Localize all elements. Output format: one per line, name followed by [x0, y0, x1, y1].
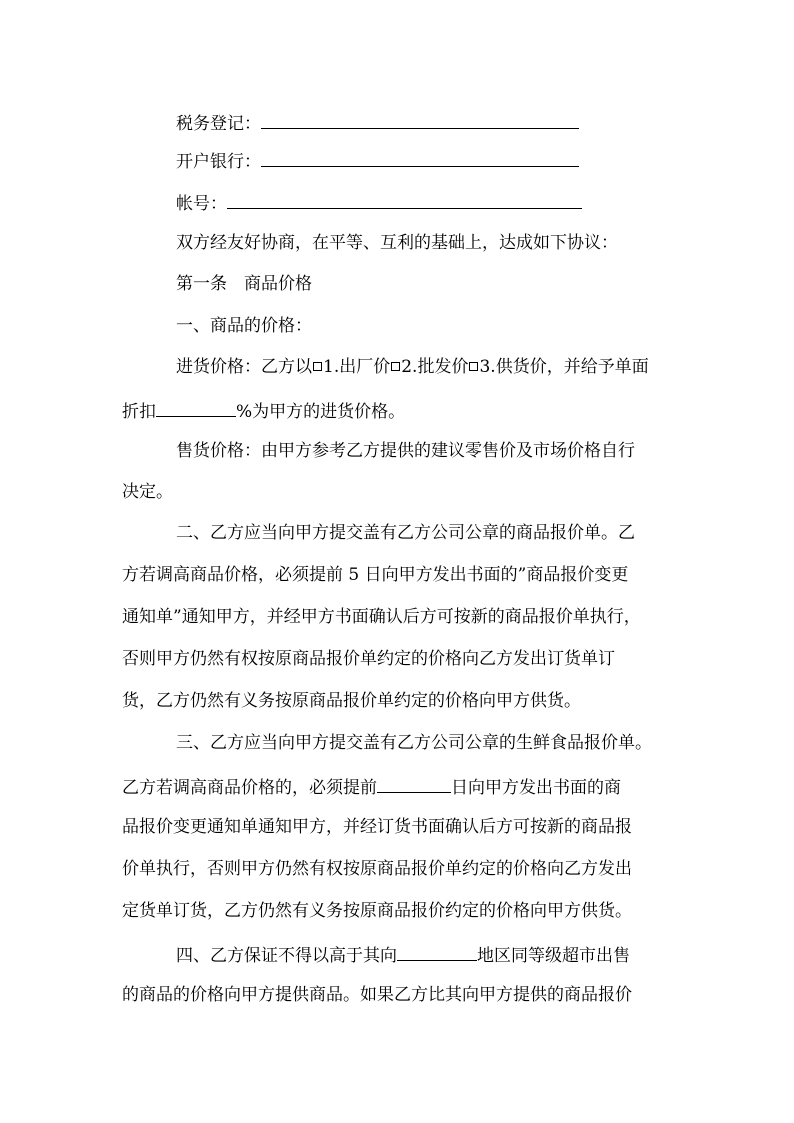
- clause-3-line-1: 三、乙方应当向甲方提交盖有乙方公司公章的生鲜食品报价单。: [176, 733, 652, 753]
- clause-3-line-4: 价单执行，否则甲方仍然有权按原商品报价单约定的价格向乙方发出: [122, 859, 632, 879]
- sale-price-line-2: 决定。: [122, 482, 173, 502]
- clause-2-line-1: 二、乙方应当向甲方提交盖有乙方公司公章的商品报价单。乙: [176, 523, 635, 543]
- section-heading: 一、商品的价格：: [176, 316, 312, 336]
- clause-2-line-3: 通知单”通知甲方，并经甲方书面确认后方可按新的商品报价单执行，: [122, 607, 641, 627]
- region-blank[interactable]: [397, 942, 477, 961]
- bank-blank[interactable]: [261, 148, 579, 167]
- clause-3-line-2: [122, 774, 621, 799]
- discount-label: 折扣: [122, 402, 156, 422]
- option-wholesale-price: 2.批发价: [401, 357, 469, 377]
- purchase-price-text: 进货价格：乙方以: [176, 357, 312, 377]
- clause-3-line-3: 品报价变更通知单通知甲方，并经订货书面确认后方可按新的商品报: [122, 817, 632, 837]
- bank-label: 开户银行：: [176, 152, 261, 172]
- clause-2-line-2: 方若调高商品价格，必须提前 5 日向甲方发出书面的”商品报价变更: [122, 565, 629, 585]
- tax-registration-blank[interactable]: [261, 110, 579, 129]
- tax-registration-field: [176, 110, 579, 135]
- clause-4-line-2: 的商品的价格向甲方提供商品。如果乙方比其向甲方提供的商品报价: [122, 985, 632, 1005]
- discount-blank[interactable]: [156, 398, 236, 417]
- checkbox-factory-price[interactable]: [313, 362, 322, 371]
- discount-line: [122, 398, 405, 423]
- tax-registration-label: 税务登记：: [176, 114, 261, 134]
- notice-days-blank[interactable]: [377, 774, 451, 793]
- purchase-price-line: [176, 356, 649, 378]
- account-field: [176, 190, 582, 215]
- account-label: 帐号：: [176, 194, 227, 214]
- bank-field: [176, 148, 579, 173]
- account-blank[interactable]: [227, 190, 582, 209]
- intro-text: 双方经友好协商，在平等、互利的基础上，达成如下协议：: [176, 233, 618, 253]
- clause-3-text-b: 日向甲方发出书面的商: [451, 778, 621, 798]
- checkbox-supply-price[interactable]: [469, 362, 478, 371]
- option-supply-price: 3.供货价，并给予单面: [479, 357, 649, 377]
- discount-text: %为甲方的进货价格。: [236, 402, 406, 422]
- option-factory-price: 1.出厂价: [323, 357, 391, 377]
- clause-4-text-b: 地区同等级超市出售: [477, 946, 630, 966]
- clause-2-line-4: 否则甲方仍然有权按原商品报价单约定的价格向乙方发出订货单订: [122, 649, 615, 669]
- clause-3-text-a: 乙方若调高商品价格的，必须提前: [122, 778, 377, 798]
- clause-4-text-a: 四、乙方保证不得以高于其向: [176, 946, 397, 966]
- clause-2-line-5: 货，乙方仍然有义务按原商品报价单约定的价格向甲方供货。: [122, 691, 581, 711]
- checkbox-wholesale-price[interactable]: [391, 362, 400, 371]
- sale-price-line-1: 售货价格：由甲方参考乙方提供的建议零售价及市场价格自行: [176, 441, 635, 461]
- clause-3-line-5: 定货单订货，乙方仍然有义务按原商品报价约定的价格向甲方供货。: [122, 901, 632, 921]
- article-heading: 第一条 商品价格: [176, 274, 312, 294]
- clause-4-line-1: [176, 942, 630, 967]
